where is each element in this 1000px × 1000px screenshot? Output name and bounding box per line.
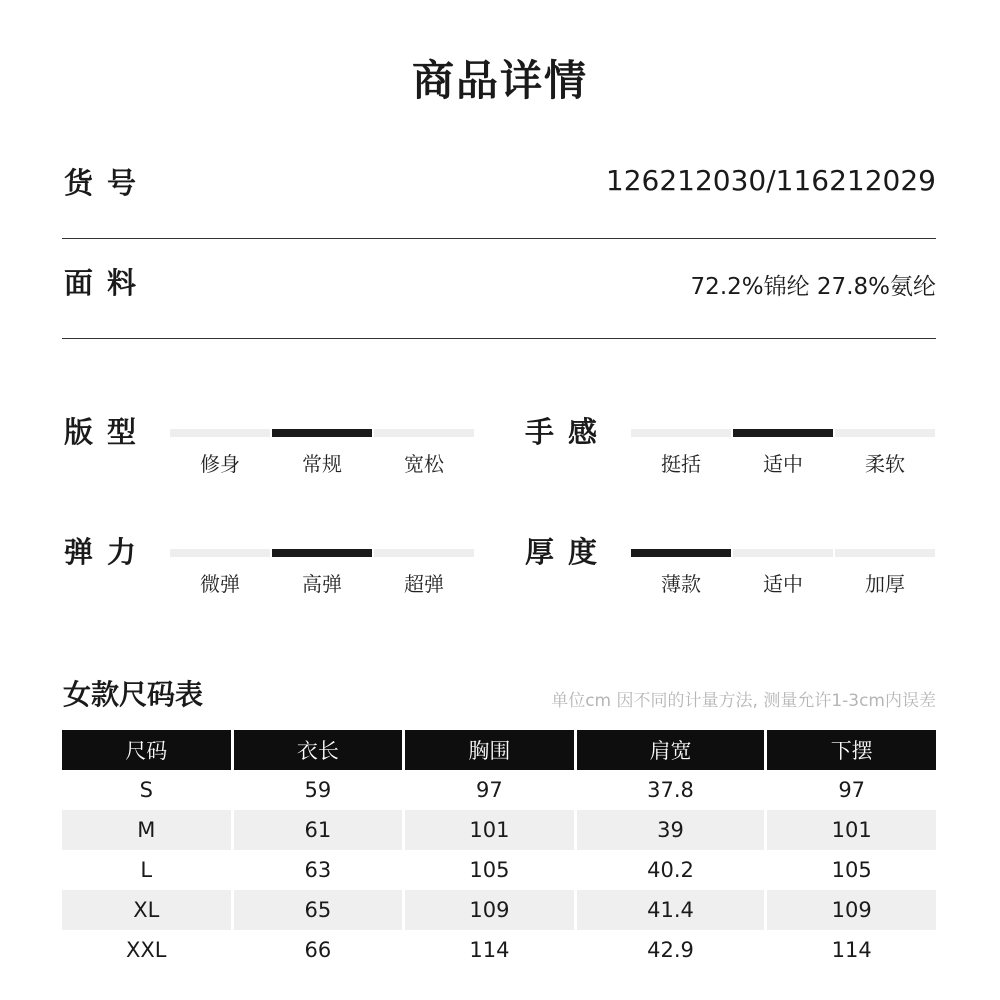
hand-feel-option: 柔软 [865,452,905,476]
table-row [62,770,936,810]
table-cell: 61 [234,810,403,850]
table-cell: 97 [838,778,866,802]
table-cell: 114 [469,938,510,962]
thickness-bar-segment [631,549,731,557]
size-chart-table [59,730,939,970]
fit-bar-segment [374,429,474,437]
size-chart-header: 肩宽 [577,730,765,770]
hand-feel-option: 适中 [763,452,803,476]
elasticity-option: 微弹 [200,572,240,596]
fit-bar-segment [170,429,270,437]
table-cell: 101 [767,810,936,850]
page-title: 商品详情 [411,56,588,105]
fit-scale [64,410,504,480]
table-cell: 40.2 [647,858,694,882]
size-chart-header: 胸围 [405,730,574,770]
elasticity-label: 弹力 [64,535,151,569]
table-cell: L [140,858,153,882]
table-cell: 42.9 [647,938,694,962]
table-cell: S [139,778,153,802]
table-cell: 39 [577,810,765,850]
item-number-value: 126212030/116212029 [605,164,936,197]
fit-option: 宽松 [404,452,444,476]
thickness-label: 厚度 [525,535,612,569]
table-cell: 105 [831,858,872,882]
table-cell: 63 [304,858,332,882]
item-number-row [62,139,936,239]
thickness-bar-segment [835,549,935,557]
size-chart-note: 单位cm 因不同的计量方法, 测量允许1-3cm内误差 [551,691,936,711]
table-cell: 41.4 [577,890,765,930]
hand-feel-bar-segment [835,429,935,437]
size-chart-header: 尺码 [62,730,231,770]
fabric-label: 面料 [64,266,151,300]
hand-feel-scale [525,410,965,480]
hand-feel-bar-segment [733,429,833,437]
table-cell: 114 [831,938,872,962]
table-cell: 59 [304,778,332,802]
table-row [62,930,936,970]
table-row [62,890,936,930]
elasticity-option: 超弹 [404,572,444,596]
elasticity-option: 高弹 [302,572,342,596]
fabric-row [62,239,936,339]
size-chart-header-row [62,730,936,770]
size-chart-header: 下摆 [767,730,936,770]
size-chart-title: 女款尺码表 [63,678,204,711]
fit-bar-segment [272,429,372,437]
table-cell: 65 [234,890,403,930]
elasticity-bar-segment [374,549,474,557]
item-number-label: 货号 [64,166,151,200]
table-cell: XXL [126,938,167,962]
thickness-option: 加厚 [865,572,905,596]
thickness-option: 薄款 [661,572,701,596]
table-cell: 109 [767,890,936,930]
elasticity-bar-segment [272,549,372,557]
fit-option: 常规 [302,452,342,476]
thickness-bar-segment [733,549,833,557]
hand-feel-label: 手感 [525,415,612,449]
hand-feel-option: 挺括 [661,452,701,476]
table-cell: 105 [469,858,510,882]
table-cell: M [62,810,231,850]
thickness-option: 适中 [763,572,803,596]
table-cell: 66 [304,938,332,962]
elasticity-bar-segment [170,549,270,557]
fit-option: 修身 [200,452,240,476]
size-chart-header: 衣长 [234,730,403,770]
table-cell: 101 [405,810,574,850]
table-cell: 109 [405,890,574,930]
elasticity-scale [64,530,504,600]
fit-label: 版型 [64,415,151,449]
hand-feel-bar-segment [631,429,731,437]
table-cell: XL [62,890,231,930]
table-row [62,810,936,850]
table-row [62,850,936,890]
thickness-scale [525,530,965,600]
fabric-value: 72.2%锦纶 27.8%氨纶 [690,274,936,300]
table-cell: 37.8 [647,778,694,802]
table-cell: 97 [476,778,503,802]
